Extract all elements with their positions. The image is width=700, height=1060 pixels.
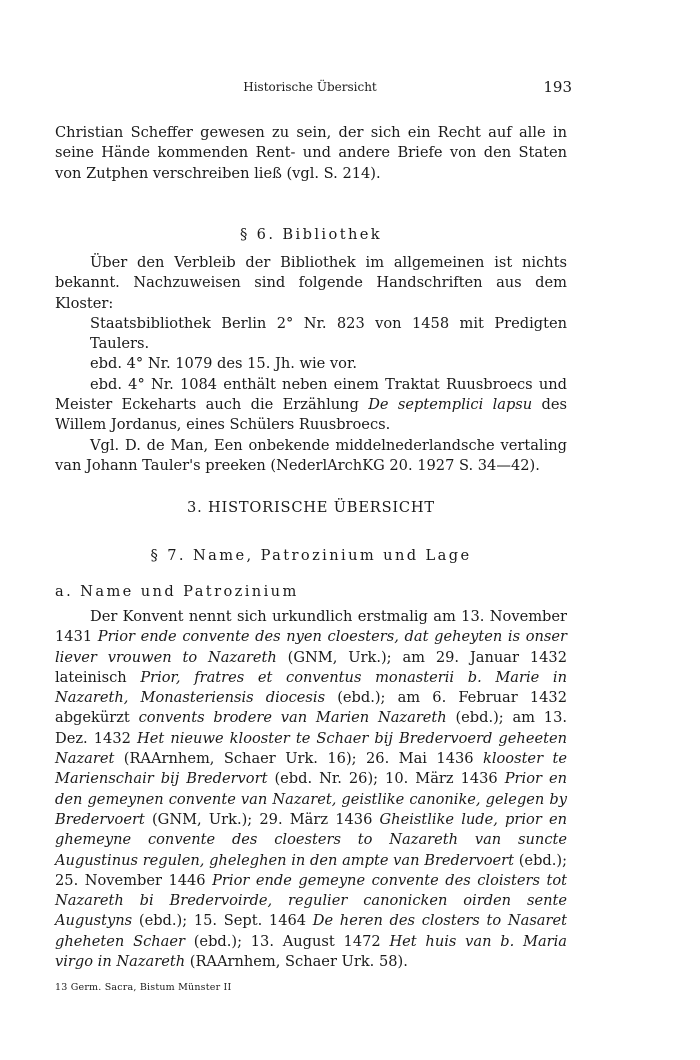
- quoted-name: Prior en den gemeynen convente van Nazaret, geistlike canonike, gelegen by Bredervoert: [55, 770, 567, 828]
- quoted-name: Prior ende gemeyne convente des cloisters tot Nazareth bi Bredervoirde, regulier canonicken oirden sente Augustyns: [55, 871, 567, 930]
- section-6-reference: Vgl. D. de Man, Een onbekende middelnederlandsche vertaling van Johann Tauler's preeken (NederlArchKG 20. 1927 S. 34—42).: [55, 436, 567, 474]
- text-run: (GNM, Urk.); am 29. Januar 1432 lateinisch: [55, 648, 567, 686]
- page-number: 193: [543, 78, 572, 96]
- quoted-name: Prior ende convente des nyen cloesters, dat geheyten is onser liever vrouwen to Nazareth: [55, 628, 567, 666]
- manuscript-item-3: [55, 375, 567, 436]
- quoted-name: Het huis van b. Maria virgo in Nazareth: [55, 932, 567, 971]
- text-run: (ebd.); 25. November 1446: [55, 851, 567, 889]
- item3-text-a: ebd. 4° Nr. 1084 enthält neben einem Traktat Ruusbroecs und Meister Eckeharts auch die Erzählung: [55, 375, 567, 414]
- manuscript-item-2: ebd. 4° Nr. 1079 des 15. Jh. wie vor.: [90, 355, 357, 373]
- text-run: (RAArnhem, Schaer Urk. 16); 26. Mai 1436: [114, 750, 483, 768]
- signature-footer: 13 Germ. Sacra, Bistum Münster II: [55, 982, 232, 993]
- section-6-intro: Über den Verbleib der Bibliothek im allgemeinen ist nichts bekannt. Nachzuweisen sind folgende Handschriften aus dem Kloster:: [55, 254, 567, 312]
- section-6-body: [55, 253, 567, 476]
- text-run: (ebd.); am 13. Dez. 1432: [55, 709, 567, 747]
- opening-paragraph: Christian Scheffer gewesen zu sein, der sich ein Recht auf alle in seine Hände kommenden Rent- und andere Briefe von den Staten von Zutphen verschreiben ließ (vgl. S. 214).: [55, 124, 567, 182]
- running-head: [0, 80, 700, 98]
- quoted-name: Het nieuwe klooster te Schaer bij Bredervoerd geheeten Nazaret: [55, 729, 567, 768]
- text-run: (ebd. Nr. 26); 10. März 1436: [267, 770, 505, 788]
- manuscript-item-1: Staatsbibliothek Berlin 2° Nr. 823 von 1458 mit Predigten Taulers.: [90, 314, 567, 353]
- quoted-name: De heren des closters to Nasaret gheheten Schaer: [55, 912, 567, 950]
- item3-title: De septemplici lapsu: [368, 396, 533, 414]
- item3-text-c: des Willem Jordanus, eines Schülers Ruusbroecs.: [55, 396, 568, 434]
- quoted-name: klooster te Marienschair bij Bredervort: [55, 750, 567, 788]
- text-run: (ebd.); am 6. Februar 1432 abgekürzt: [55, 689, 567, 727]
- quoted-name: Prior, fratres et conventus monasterii b. Marie in Nazareth, Monasteriensis diocesis: [55, 668, 567, 707]
- chapter-3-heading: 3. HISTORISCHE ÜBERSICHT: [187, 499, 435, 516]
- quoted-name: Gheistlike lude, prior en ghemeyne convente des cloesters to Nazareth van suncte Augustinus regulen, gheleghen in den ampte van Bredervoert: [55, 810, 567, 869]
- text-run: (GNM, Urk.); 29. März 1436: [144, 810, 380, 828]
- section-6-heading: § 6. Bibliothek: [239, 226, 383, 243]
- name-patrozinium-paragraph: [55, 607, 567, 972]
- subsection-a-heading: a. Name und Patrozinium: [55, 583, 299, 600]
- text-run: (RAArnhem, Schaer Urk. 58).: [185, 953, 408, 971]
- text-run: (ebd.); 13. August 1472: [184, 932, 390, 950]
- quoted-name: convents brodere van Marien Nazareth: [138, 709, 447, 727]
- section-7-heading: § 7. Name, Patrozinium und Lage: [150, 547, 472, 564]
- opening-paragraph-block: [55, 123, 567, 184]
- running-title: Historische Übersicht: [243, 80, 377, 94]
- text-run: Der Konvent nennt sich urkundlich erstmalig am 13. November 1431: [55, 608, 567, 646]
- section-7-body: [55, 607, 567, 972]
- text-run: (ebd.); 15. Sept. 1464: [132, 912, 313, 930]
